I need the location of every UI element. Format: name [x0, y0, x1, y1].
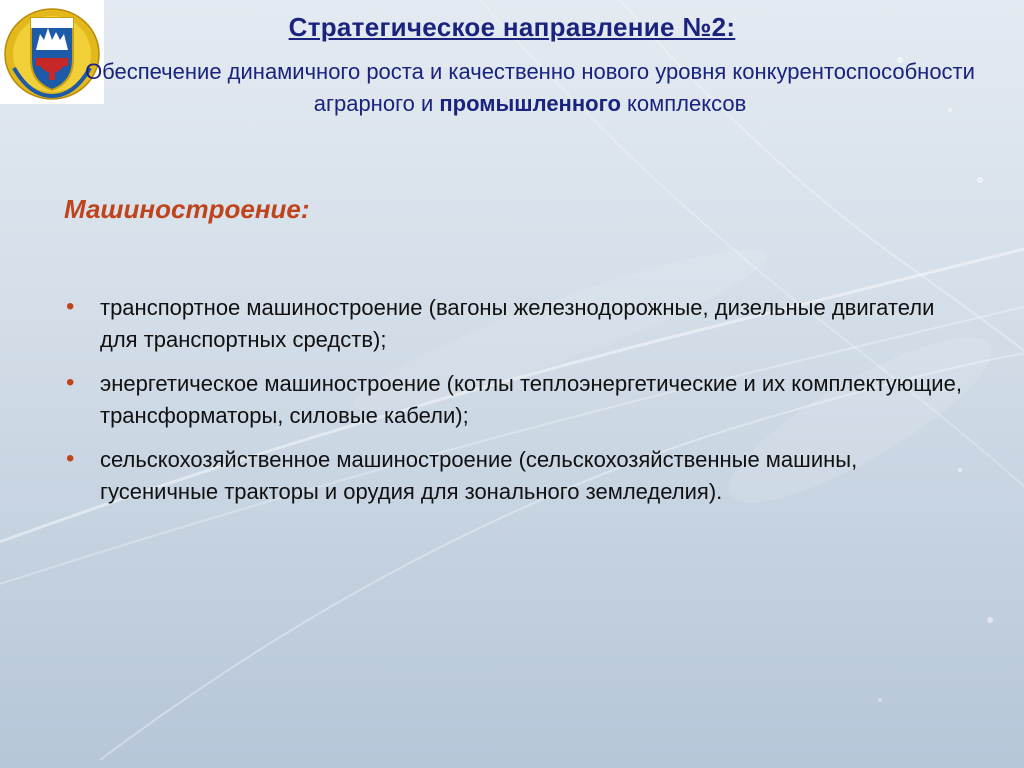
bullet-icon: • [66, 369, 75, 396]
bullet-list [64, 292, 964, 520]
subtitle-text-end: комплексов [620, 91, 747, 116]
list-item [64, 444, 964, 508]
page-title: Стратегическое направление №2: [288, 12, 736, 42]
subtitle-text-start: Обеспечение динамичного роста и качественно нового уровня конкурентоспособности аграрного и [85, 59, 975, 116]
subtitle-bold-word: промышленного [439, 91, 621, 116]
list-item [64, 368, 964, 432]
list-item [64, 292, 964, 356]
list-item-text: сельскохозяйственное машиностроение (сельскохозяйственные машины, гусеничные тракторы и орудия для зонального земледелия). [100, 447, 858, 504]
bullet-icon: • [66, 293, 75, 320]
page-subtitle [60, 56, 1000, 120]
list-item-text: транспортное машиностроение (вагоны железнодорожные, дизельные двигатели для транспортных средств); [100, 295, 935, 352]
list-item-text: энергетическое машиностроение (котлы теплоэнергетические и их комплектующие, трансформаторы, силовые кабели); [100, 371, 962, 428]
bullet-icon: • [66, 445, 75, 472]
section-heading: Машиностроение: [64, 194, 310, 224]
